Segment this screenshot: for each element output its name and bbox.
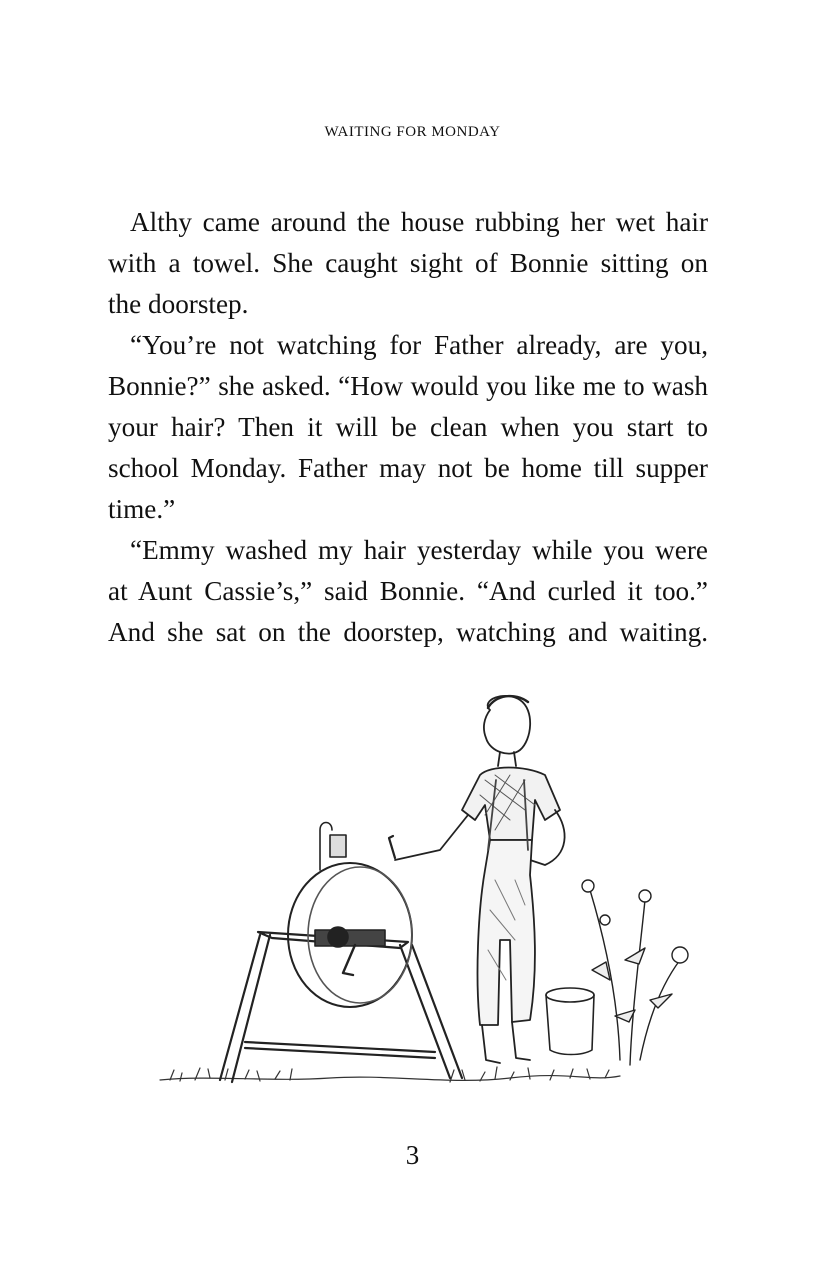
text-line: “Emmy washed my hair yesterday while you were xyxy=(130,535,708,565)
text-line: at Aunt Cassie’s,” said Bonnie. “And curled it too.” xyxy=(108,576,708,606)
body-text xyxy=(108,202,708,653)
text-line: with a towel. She caught sight of Bonnie sitting on xyxy=(108,248,708,278)
text-line: Althy came around the house rubbing her wet hair xyxy=(130,207,708,237)
grass-ground xyxy=(160,1067,620,1082)
flowers xyxy=(582,880,688,1065)
text-line: Bonnie?” she asked. “How would you like me to wash xyxy=(108,371,708,401)
text-line: time.” xyxy=(108,494,176,524)
text-line: the doorstep. xyxy=(108,289,249,319)
text-line: And she sat on the doorstep, watching and waiting. xyxy=(108,617,708,647)
boy-with-grindstone-illustration xyxy=(150,680,695,1110)
page-number: 3 xyxy=(405,1140,420,1170)
bucket xyxy=(546,988,594,1055)
text-line: your hair? Then it will be clean when you start to xyxy=(108,412,708,442)
text-line: “You’re not watching for Father already, are you, xyxy=(130,330,708,360)
running-head: WAITING FOR MONDAY xyxy=(324,124,501,140)
text-line: school Monday. Father may not be home till supper xyxy=(108,453,708,483)
boy-figure xyxy=(389,696,565,1063)
